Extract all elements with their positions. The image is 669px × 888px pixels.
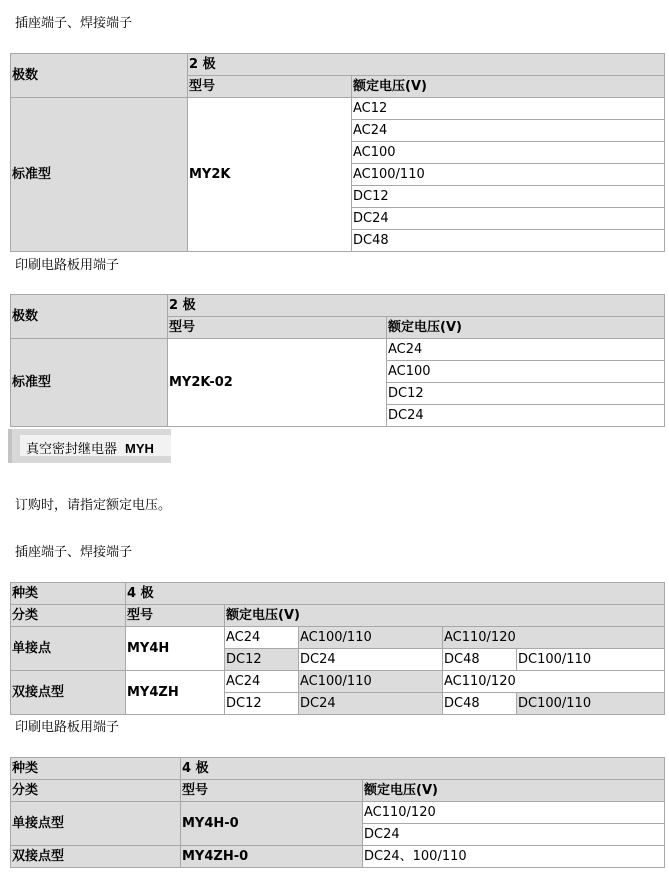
type-label: 双接点型 [11,846,181,868]
voltage-cell: DC24 [363,824,665,846]
model-cell: MY4H [126,627,225,671]
spec-table [10,757,665,868]
kind-value: 4 极 [181,758,665,780]
voltage-cell: DC24、100/110 [363,846,665,868]
poles-label: 极数 [11,295,168,339]
product-tag-label [20,435,171,456]
model-cell: MY4ZH [126,671,225,715]
voltage-cell: AC110/120 [443,627,665,649]
voltage-cell: AC24 [225,627,299,649]
model-cell: MY2K-02 [168,339,387,427]
product-tag-text: 真空密封继电器 [26,442,118,457]
voltage-cell: AC100/110 [299,671,443,693]
voltage-cell: AC24 [352,120,665,142]
voltage-cell: DC24 [299,693,443,715]
section-title: 印刷电路板用端子 [15,720,120,735]
section-title: 插座端子、焊接端子 [15,16,133,31]
voltage-header: 额定电压(V) [352,76,665,98]
product-tag [8,429,171,463]
voltage-cell: DC24 [387,405,665,427]
type-label: 标准型 [11,98,188,252]
voltage-cell: DC24 [299,649,443,671]
voltage-cell: DC12 [352,186,665,208]
voltage-cell: AC110/120 [443,671,665,693]
type-label: 双接点型 [11,671,126,715]
model-header: 型号 [188,76,352,98]
model-header: 型号 [168,317,387,339]
voltage-cell: AC100/110 [299,627,443,649]
voltage-cell: AC100 [352,142,665,164]
poles-value: 2 极 [188,54,665,76]
spec-table [10,294,665,427]
voltage-cell: AC110/120 [363,802,665,824]
poles-label: 极数 [11,54,188,98]
voltage-cell: AC100 [387,361,665,383]
spec-table [10,53,665,252]
kind-label: 种类 [11,758,181,780]
model-cell: MY4H-0 [181,802,363,846]
model-header: 型号 [181,780,363,802]
type-label: 单接点 [11,627,126,671]
product-tag-model: MYH [125,441,154,456]
voltage-cell: DC48 [443,649,517,671]
voltage-cell: DC12 [387,383,665,405]
section-title: 印刷电路板用端子 [15,258,120,273]
voltage-cell: AC24 [387,339,665,361]
voltage-cell: DC12 [225,693,299,715]
order-note: 订购时，请指定额定电压。 [15,498,172,513]
voltage-cell: AC24 [225,671,299,693]
poles-value: 2 极 [168,295,665,317]
voltage-header: 额定电压(V) [387,317,665,339]
voltage-header: 额定电压(V) [225,605,665,627]
model-cell: MY4ZH-0 [181,846,363,868]
type-label: 单接点型 [11,802,181,846]
voltage-cell: DC100/110 [517,649,665,671]
voltage-cell: AC12 [352,98,665,120]
voltage-cell: DC12 [225,649,299,671]
voltage-cell: DC24 [352,208,665,230]
class-label: 分类 [11,605,126,627]
voltage-cell: DC100/110 [517,693,665,715]
section-title: 插座端子、焊接端子 [15,545,133,560]
model-header: 型号 [126,605,225,627]
voltage-header: 额定电压(V) [363,780,665,802]
kind-value: 4 极 [126,583,665,605]
class-label: 分类 [11,780,181,802]
kind-label: 种类 [11,583,126,605]
voltage-cell: DC48 [352,230,665,252]
spec-table [10,582,665,715]
voltage-cell: AC100/110 [352,164,665,186]
type-label: 标准型 [11,339,168,427]
voltage-cell: DC48 [443,693,517,715]
model-cell: MY2K [188,98,352,252]
